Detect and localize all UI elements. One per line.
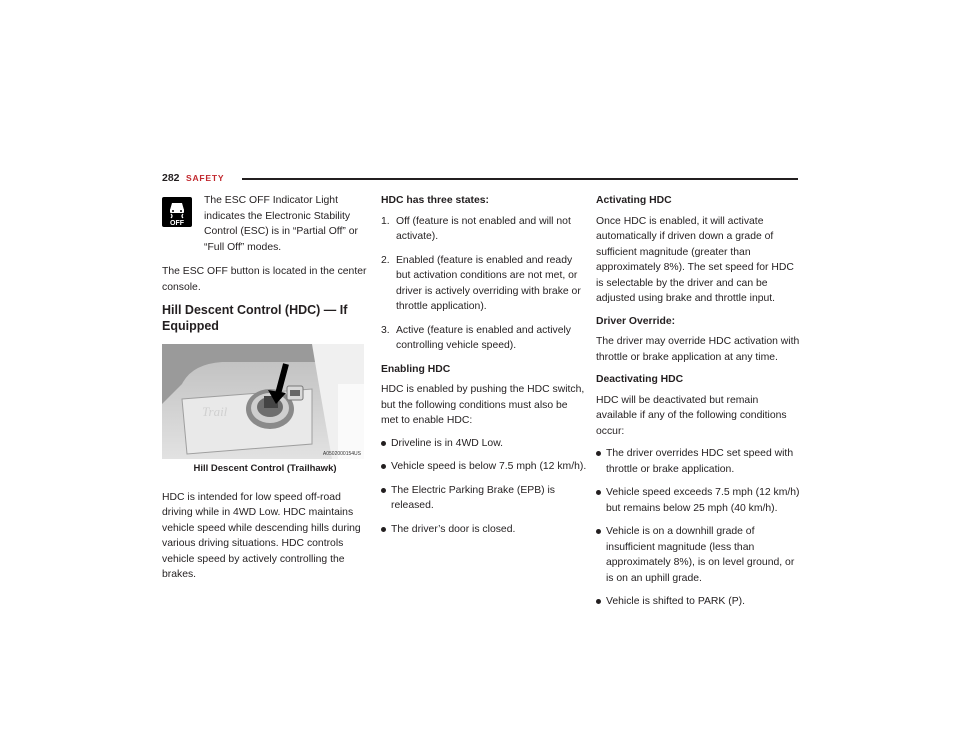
activating-description: Once HDC is enabled, it will activate automatically if driven down a grade of sufficient magnitude (greater than approximately 8%). The set speed for HDC is selectable by the driver and can be adjusted using brake and throttle input. [596, 215, 794, 304]
list-item: Vehicle is shifted to PARK (P). [596, 594, 802, 610]
svg-text:Trail: Trail [202, 404, 228, 419]
esc-off-indicator-block [162, 193, 368, 264]
enabling-conditions-list [381, 436, 587, 538]
list-item [381, 214, 587, 245]
figure-code: A0502000154US [322, 451, 361, 457]
section-title: SAFETY [186, 173, 225, 183]
list-item: The driver’s door is closed. [381, 522, 587, 538]
page-number: 282 [162, 172, 180, 184]
column-1 [162, 193, 368, 590]
list-item [381, 323, 587, 354]
states-heading: HDC has three states: [381, 195, 489, 206]
hdc-heading: Hill Descent Control (HDC) — If Equipped [162, 303, 348, 333]
list-item [381, 253, 587, 315]
column-2 [381, 193, 587, 545]
override-heading: Driver Override: [596, 315, 676, 327]
deactivating-heading: Deactivating HDC [596, 374, 684, 385]
override-description: The driver may override HDC activation with throttle or brake application at any time. [596, 336, 800, 363]
list-item: Vehicle speed is below 7.5 mph (12 km/h). [381, 459, 587, 475]
list-item: The Electric Parking Brake (EPB) is released. [381, 483, 587, 514]
list-text: Active (feature is enabled and actively controlling vehicle speed). [396, 324, 572, 351]
list-text: Enabled (feature is enabled and ready but activation conditions are not met, or driver is actively overriding with brake or throttle application). [396, 254, 581, 312]
list-number: 2. [381, 254, 390, 266]
list-item: Driveline is in 4WD Low. [381, 436, 587, 452]
page-header [162, 171, 798, 185]
header-rule [242, 178, 798, 180]
esc-off-label: OFF [170, 220, 184, 227]
deactivating-description: HDC will be deactivated but remain available if any of the following conditions occur: [596, 394, 787, 437]
activating-heading: Activating HDC [596, 195, 672, 206]
list-item: Vehicle speed exceeds 7.5 mph (12 km/h) but remains below 25 mph (40 km/h). [596, 485, 802, 516]
enabling-description: HDC is enabled by pushing the HDC switch, but the following conditions must also be met to enable HDC: [381, 384, 585, 426]
hdc-description: HDC is intended for low speed off-road driving while in 4WD Low. HDC maintains vehicle speed while descending hills during various driving situations. HDC controls vehicle speed by actively controlling the brakes. [162, 491, 361, 580]
esc-off-description: The ESC OFF Indicator Light indicates the Electronic Stability Control (ESC) is in “Partial Off” or “Full Off” modes. [204, 195, 358, 253]
list-number: 1. [381, 215, 390, 227]
list-item: Vehicle is on a downhill grade of insufficient magnitude (less than approximately 8%), is on level ground, or is on an uphill grade. [596, 524, 802, 586]
enabling-heading: Enabling HDC [381, 363, 451, 375]
figure-caption: Hill Descent Control (Trailhawk) [193, 463, 337, 474]
hdc-switch-figure [162, 344, 364, 459]
list-number: 3. [381, 324, 390, 336]
list-item: The driver overrides HDC set speed with throttle or brake application. [596, 446, 802, 477]
esc-off-indicator-icon [162, 197, 192, 227]
list-text: Off (feature is not enabled and will not activate). [396, 215, 571, 242]
esc-off-button-location: The ESC OFF button is located in the center console. [162, 266, 367, 293]
states-list [381, 214, 587, 354]
column-3 [596, 193, 802, 618]
deactivation-conditions-list [596, 446, 802, 610]
